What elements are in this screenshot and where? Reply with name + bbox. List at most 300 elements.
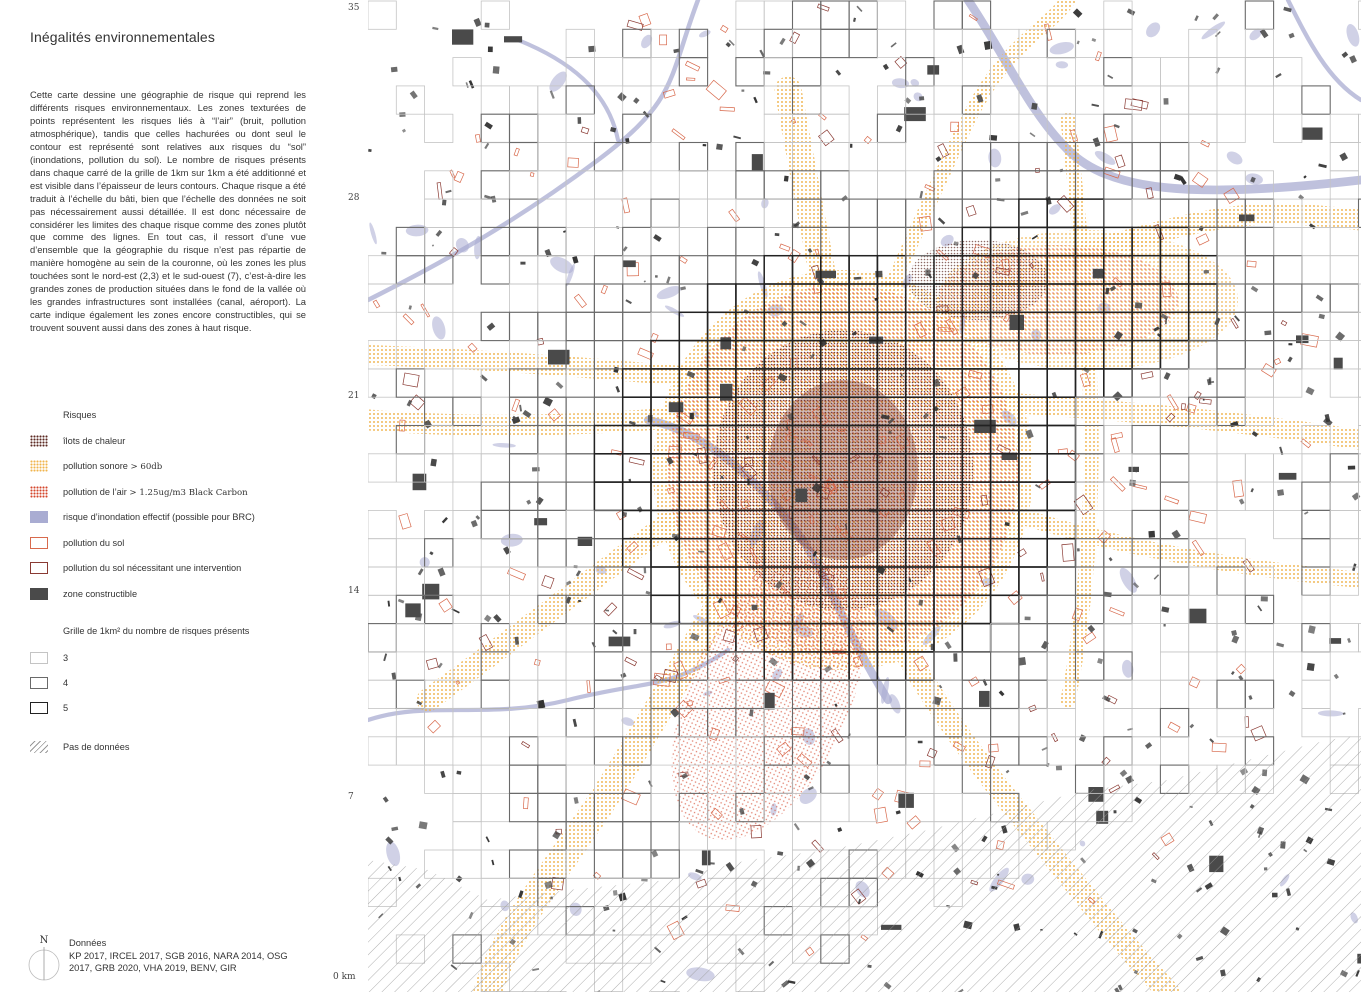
grid-cell-4 <box>1019 737 1047 765</box>
flood-patch <box>492 442 516 448</box>
buildable-zone <box>1318 164 1327 169</box>
soil-pollution-outline <box>534 659 540 665</box>
buildable-zone <box>979 691 990 707</box>
buildable-zone <box>543 397 553 407</box>
grid-cell-4 <box>1245 341 1273 369</box>
grid-cell-3 <box>510 256 538 284</box>
grid-cell-3 <box>368 680 396 708</box>
buildable-zone <box>484 615 492 623</box>
grid-cell-3 <box>821 114 849 142</box>
grid-cell-3 <box>1189 171 1217 199</box>
grid-cell-3 <box>368 737 396 765</box>
buildable-zone <box>1164 98 1169 105</box>
grid-cell-4 <box>934 199 962 227</box>
buildable-zone <box>398 599 405 604</box>
grid-cell-3 <box>481 567 509 595</box>
soil-pollution-outline <box>439 599 452 613</box>
grid-cell-4 <box>510 312 538 340</box>
soil-pollution-outline <box>1008 591 1022 605</box>
grid-4-swatch <box>30 677 48 689</box>
grid-cell-4 <box>1245 312 1273 340</box>
soil-pollution-outline <box>1168 722 1180 732</box>
buildable-zone <box>1189 609 1206 624</box>
grid-cell-4 <box>1217 680 1245 708</box>
soil-pollution-outline <box>454 171 464 182</box>
buildable-zone <box>1125 775 1134 784</box>
soil-pollution-outline <box>475 134 480 142</box>
grid-cell-3 <box>510 709 538 737</box>
soil-pollution-outline <box>1233 480 1244 497</box>
grid-cell-4 <box>481 114 509 142</box>
grid-cell-4 <box>1302 510 1330 538</box>
grid-cell-3 <box>1189 652 1217 680</box>
grid-cell-4 <box>991 171 1019 199</box>
grid-cell-3 <box>368 539 396 567</box>
soil-pollution-outline <box>403 314 414 325</box>
buildable-zone <box>1194 15 1198 21</box>
buildable-zone <box>826 761 831 765</box>
grid-cell-4 <box>623 793 651 821</box>
grid-cell-3 <box>510 284 538 312</box>
soil-pollution-outline <box>1251 726 1266 741</box>
grid-cell-3 <box>877 765 905 793</box>
buildable-zone <box>645 591 650 595</box>
grid-cell-4 <box>566 312 594 340</box>
buildable-zone <box>1129 467 1140 472</box>
no-data-swatch <box>30 741 48 753</box>
buildable-zone <box>1264 330 1271 335</box>
soil-pollution-outline <box>399 514 411 530</box>
buildable-zone <box>1073 8 1083 18</box>
grid-cell-4 <box>1245 227 1273 255</box>
north-label: N <box>39 935 49 946</box>
grid-cell-4 <box>934 1 962 29</box>
buildable-zone <box>1339 152 1348 161</box>
grid-cell-4 <box>821 29 849 57</box>
grid-cell-3 <box>1076 86 1104 114</box>
buildable-zone <box>1335 332 1345 342</box>
grid-cell-3 <box>1245 652 1273 680</box>
grid-cell-3 <box>1132 737 1160 765</box>
grid-cell-3 <box>1302 595 1330 623</box>
buildable-zone <box>1334 674 1339 679</box>
grid-cell-4 <box>1104 199 1132 227</box>
grid-cell-3 <box>651 312 679 340</box>
buildable-zone <box>1277 489 1284 496</box>
grid-cell-3 <box>1076 29 1104 57</box>
grid-cell-4 <box>623 595 651 623</box>
grid-cell-3 <box>1104 29 1132 57</box>
flood-river <box>1288 0 1361 100</box>
buildable-zone <box>1079 734 1086 742</box>
buildable-zone <box>1164 624 1166 627</box>
buildable-zone <box>1203 399 1205 401</box>
grid-cell-3 <box>1019 709 1047 737</box>
grid-cell-3 <box>453 624 481 652</box>
buildable-zone <box>1257 605 1262 611</box>
buildable-zone <box>536 497 544 505</box>
buildable-zone <box>484 143 489 149</box>
grid-cell-3 <box>1160 369 1188 397</box>
buildable-zone <box>634 629 637 634</box>
grid-cell-3 <box>849 793 877 821</box>
heat-swatch <box>30 435 48 447</box>
buildable-zone <box>720 337 731 349</box>
buildable-zone <box>669 402 684 412</box>
flood-patch <box>664 304 685 319</box>
grid-cell-3 <box>481 709 509 737</box>
grid-cell-4 <box>594 595 622 623</box>
buildable-zone <box>1172 530 1181 540</box>
grid-cell-3 <box>1189 680 1217 708</box>
grid-cell-4 <box>510 765 538 793</box>
buildable-zone <box>452 29 473 44</box>
grid-cell-3 <box>708 171 736 199</box>
grid-cell-3 <box>1330 369 1358 397</box>
buildable-zone <box>484 122 493 130</box>
soil-pollution-outline <box>514 148 519 156</box>
soil-pollution-outline <box>874 807 887 823</box>
soil-pollution-outline <box>1110 477 1125 492</box>
flood-patch <box>698 29 712 39</box>
grid-cell-5 <box>1019 369 1047 397</box>
buildable-zone <box>648 415 653 423</box>
buildable-zone <box>1348 466 1355 470</box>
buildable-zone <box>1145 742 1152 749</box>
grid-cell-3 <box>651 227 679 255</box>
grid-cell-3 <box>594 709 622 737</box>
grid-cell-3 <box>1047 737 1075 765</box>
legend-item-soil-intervention <box>30 561 241 575</box>
soil-pollution-outline <box>907 816 921 829</box>
grid-cell-4 <box>679 58 707 86</box>
grid-cell-3 <box>1189 482 1217 510</box>
data-sources: KP 2017, IRCEL 2017, SGB 2016, NARA 2014, OSG 2017, GRB 2020, VHA 2019, BENV, GIR <box>69 951 288 973</box>
grid-cell-4 <box>1019 171 1047 199</box>
grid-cell-5 <box>1047 539 1075 567</box>
grid-cell-4 <box>1245 284 1273 312</box>
flood-swatch <box>30 511 48 523</box>
grid-cell-4 <box>991 709 1019 737</box>
heat-island-zone <box>908 240 1048 320</box>
grid-cell-3 <box>453 567 481 595</box>
buildable-zone <box>1056 766 1062 771</box>
grid-cell-3 <box>906 29 934 57</box>
grid-cell-3 <box>679 171 707 199</box>
buildable-zone <box>1031 103 1037 110</box>
grid-cell-4 <box>481 256 509 284</box>
grid-cell-4 <box>538 227 566 255</box>
buildable-zone <box>945 641 952 649</box>
buildable-zone <box>1006 770 1010 774</box>
soil-pollution-outline <box>988 744 998 752</box>
grid-cell-3 <box>1160 737 1188 765</box>
buildable-zone <box>1248 695 1252 700</box>
soil-pollution-outline <box>1110 607 1125 616</box>
buildable-zone <box>1097 658 1103 664</box>
soil-pollution-outline <box>403 373 419 387</box>
grid-cell-4 <box>736 227 764 255</box>
buildable-zone <box>519 405 522 412</box>
axis-tick: 14 <box>348 586 360 596</box>
grid-cell-3 <box>1245 709 1273 737</box>
legend-label-main: pollution de l’air <box>63 486 127 497</box>
buildable-zone <box>368 149 372 152</box>
grid-cell-4 <box>481 171 509 199</box>
grid-cell-3 <box>1047 709 1075 737</box>
grid-cell-3 <box>849 737 877 765</box>
grid-cell-3 <box>396 737 424 765</box>
grid-cell-4 <box>877 199 905 227</box>
soil-pollution-outline <box>1212 743 1226 752</box>
buildable-zone <box>1329 638 1341 644</box>
grid-cell-4 <box>1160 567 1188 595</box>
grid-cell-5 <box>623 454 651 482</box>
buildable-zone <box>898 793 914 808</box>
grid-cell-3 <box>538 737 566 765</box>
grid-cell-3 <box>877 29 905 57</box>
buildable-zone <box>391 672 396 679</box>
buildable-zone <box>1154 574 1159 580</box>
buildable-zone <box>1077 41 1080 45</box>
buildable-zone <box>1289 690 1296 697</box>
buildable-zone <box>666 276 671 283</box>
buildable-zone <box>456 875 463 882</box>
buildable-zone <box>856 6 862 12</box>
soil-pollution-outline <box>574 294 586 307</box>
soil-pollution-outline <box>1041 573 1045 581</box>
grid-cell-3 <box>623 171 651 199</box>
grid-cell-4 <box>793 1 821 29</box>
grid-cell-3 <box>453 369 481 397</box>
grid-cell-3 <box>1189 454 1217 482</box>
grid-cell-4 <box>1019 595 1047 623</box>
buildable-zone <box>1288 33 1294 39</box>
soil-pollution-outline <box>1052 733 1058 741</box>
buildable-zone <box>1212 13 1219 20</box>
buildable-zone <box>957 45 965 55</box>
buildable-zone <box>1179 176 1187 185</box>
grid-cell-4 <box>594 510 622 538</box>
flood-patch <box>1200 19 1227 41</box>
buildable-zone <box>984 41 993 50</box>
soil-pollution-outline <box>1201 140 1210 147</box>
grid-cell-3 <box>1302 256 1330 284</box>
buildable-zone <box>402 129 406 133</box>
grid-cell-4 <box>1160 454 1188 482</box>
soil-pollution-outline <box>817 4 829 11</box>
grid-cell-3 <box>1245 454 1273 482</box>
buildable-zone <box>1343 712 1346 714</box>
soil-swatch <box>30 537 48 549</box>
grid-cell-4 <box>1160 426 1188 454</box>
grid-cell-4 <box>538 765 566 793</box>
buildable-zone <box>572 256 578 264</box>
grid-cell-3 <box>1160 114 1188 142</box>
buildable-zone <box>644 280 646 282</box>
buildable-zone <box>1030 132 1036 137</box>
soil-pollution-outline <box>507 568 525 580</box>
soil-pollution-outline <box>1141 372 1153 380</box>
grid-cell-3 <box>1217 171 1245 199</box>
grid-cell-3 <box>877 171 905 199</box>
buildable-zone <box>493 66 500 74</box>
grid-cell-3 <box>1245 482 1273 510</box>
grid-cell-4 <box>594 256 622 284</box>
grid-cell-3 <box>651 143 679 171</box>
grid-cell-4 <box>1160 709 1188 737</box>
axis-tick: 7 <box>348 792 354 802</box>
soil-pollution-outline <box>1247 261 1256 267</box>
grid-cell-3 <box>594 58 622 86</box>
soil-pollution-outline <box>966 205 976 216</box>
buildable-zone <box>1091 104 1099 107</box>
grid-cell-4 <box>1330 284 1358 312</box>
grid-cell-3 <box>651 793 679 821</box>
flood-patch <box>1093 148 1117 167</box>
grid-cell-5 <box>991 595 1019 623</box>
buildable-zone <box>1239 499 1245 505</box>
grid-cell-4 <box>1104 58 1132 86</box>
buildable-zone <box>383 653 387 661</box>
grid-cell-3 <box>566 652 594 680</box>
soil-pollution-outline <box>1189 511 1207 523</box>
soil-pollution-outline <box>666 644 671 650</box>
buildable-zone <box>1021 211 1029 216</box>
buildable-zone <box>1352 492 1360 500</box>
flood-patch <box>909 78 920 88</box>
soil-pollution-outline <box>421 304 430 317</box>
soil-pollution-outline <box>721 25 728 32</box>
buildable-zone <box>485 23 490 28</box>
buildable-zone <box>1316 295 1324 302</box>
grid-cell-4 <box>651 822 679 850</box>
soil-pollution-outline <box>1125 99 1143 111</box>
buildable-zone <box>779 38 785 45</box>
soil-pollution-outline <box>1104 126 1118 143</box>
grid-cell-3 <box>1302 680 1330 708</box>
buildable-zone <box>751 259 759 266</box>
buildable-zone <box>1304 511 1308 515</box>
buildable-zone <box>891 42 897 47</box>
buildable-zone <box>997 198 1005 202</box>
buildable-zone <box>927 65 939 74</box>
buildable-zone <box>795 489 807 503</box>
buildable-zone <box>383 796 389 802</box>
buildable-zone <box>919 191 923 198</box>
buildable-zone <box>1093 269 1104 279</box>
grid-cell-4 <box>481 510 509 538</box>
buildable-zone <box>741 90 744 92</box>
legend-label-threshold: > 60db <box>130 461 163 472</box>
grid-cell-4 <box>962 199 990 227</box>
grid-cell-4 <box>594 652 622 680</box>
legend-item-grid-5 <box>30 701 68 715</box>
buildable-zone <box>438 663 443 669</box>
soil-pollution-outline <box>568 158 579 168</box>
grid-cell-3 <box>453 595 481 623</box>
buildable-zone <box>995 178 1000 182</box>
grid-cell-4 <box>538 312 566 340</box>
buildable-zone <box>550 90 555 99</box>
grid-cell-3 <box>368 567 396 595</box>
grid-cell-3 <box>425 765 453 793</box>
buildable-zone <box>623 246 628 252</box>
buildable-zone <box>1025 617 1031 621</box>
flood-patch <box>368 222 378 245</box>
buildable-zone <box>1276 642 1284 647</box>
buildable-zone <box>1231 635 1239 644</box>
grid-cell-3 <box>453 765 481 793</box>
buildable-zone <box>1112 391 1122 401</box>
buildable-zone <box>837 827 842 832</box>
grid-cell-4 <box>849 1 877 29</box>
map-canvas <box>368 0 1361 992</box>
grid-cell-3 <box>566 510 594 538</box>
grid-cell-4 <box>1274 256 1302 284</box>
grid-cell-3 <box>1132 482 1160 510</box>
buildable-zone <box>896 125 903 133</box>
buildable-zone <box>620 673 626 679</box>
grid-cell-3 <box>396 624 424 652</box>
buildable-zone <box>1303 175 1306 178</box>
soil-pollution-outline <box>523 798 528 809</box>
grid-5-swatch <box>30 702 48 714</box>
grid-cell-3 <box>1189 143 1217 171</box>
buildable-zone <box>633 97 639 103</box>
grid-cell-4 <box>481 680 509 708</box>
grid-cell-3 <box>425 199 453 227</box>
grid-cell-3 <box>1104 426 1132 454</box>
buildable-zone <box>764 693 775 710</box>
grid-cell-3 <box>1189 510 1217 538</box>
buildable-zone <box>641 879 648 882</box>
air-swatch <box>30 486 48 498</box>
buildable-zone <box>1109 557 1113 561</box>
grid-3-swatch <box>30 652 48 664</box>
buildable-zone <box>733 136 741 140</box>
grid-cell-3 <box>453 454 481 482</box>
grid-cell-3 <box>425 284 453 312</box>
soil-pollution-outline <box>587 681 591 693</box>
grid-cell-3 <box>510 567 538 595</box>
buildable-zone <box>438 568 446 577</box>
grid-cell-3 <box>764 227 792 255</box>
buildable-zone <box>720 384 732 401</box>
grid-cell-4 <box>510 114 538 142</box>
buildable-zone <box>491 860 494 866</box>
buildable-zone <box>919 96 924 100</box>
grid-cell-4 <box>623 227 651 255</box>
buildable-zone <box>1204 270 1209 274</box>
grid-cell-3 <box>1274 624 1302 652</box>
grid-cell-4 <box>623 822 651 850</box>
buildable-zone <box>466 82 469 88</box>
buildable-zone <box>432 244 434 246</box>
buildable-zone <box>1231 671 1235 675</box>
grid-cell-4 <box>991 737 1019 765</box>
grid-cell-3 <box>1217 454 1245 482</box>
grid-cell-4 <box>1104 114 1132 142</box>
grid-cell-3 <box>538 199 566 227</box>
buildable-zone <box>532 467 540 471</box>
grid-cell-3 <box>1132 709 1160 737</box>
buildable-zone <box>752 605 758 610</box>
buildable-zone <box>407 400 413 407</box>
grid-cell-3 <box>736 199 764 227</box>
grid-cell-3 <box>679 199 707 227</box>
buildable-zone <box>1261 596 1268 601</box>
